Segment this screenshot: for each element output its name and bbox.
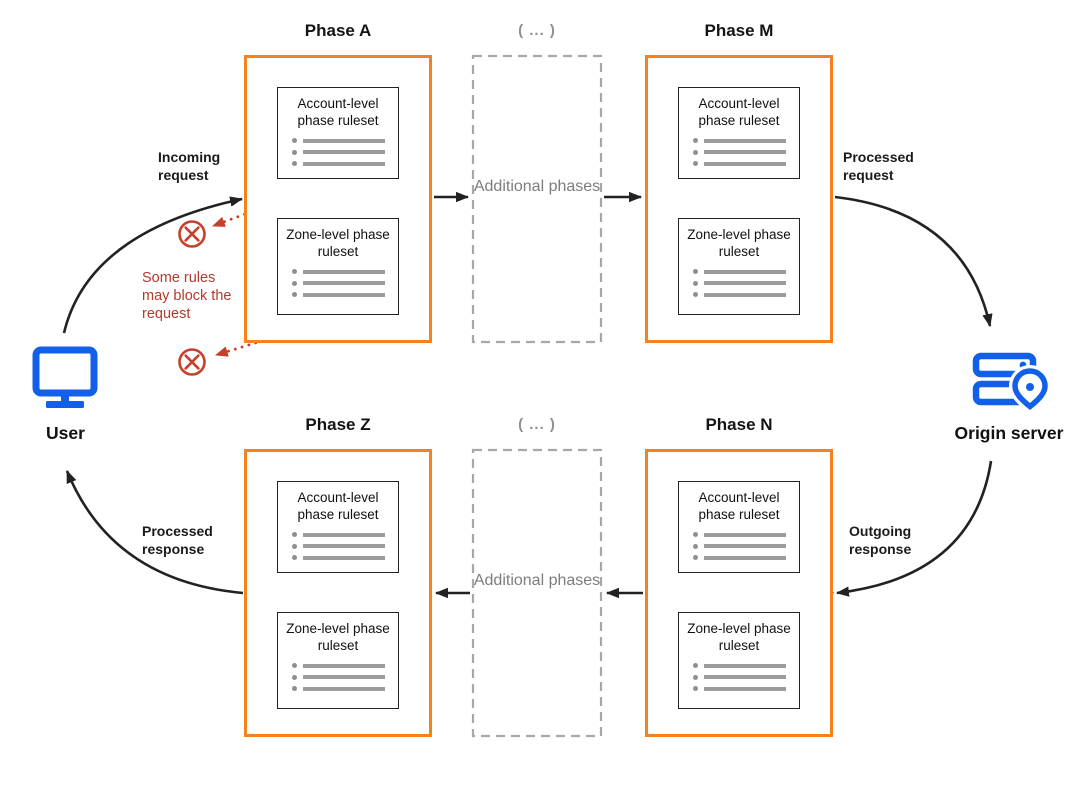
rule-row — [693, 686, 786, 691]
bullet-dot — [292, 663, 297, 668]
rule-line — [303, 270, 385, 274]
rule-line — [704, 162, 786, 166]
ruleset-box-zone-n — [678, 612, 800, 709]
rule-row — [292, 544, 385, 549]
bullet-dot — [693, 138, 698, 143]
rule-line — [303, 556, 385, 560]
bullet-dot — [693, 675, 698, 680]
outgoing-response-label: Outgoing response — [849, 523, 912, 557]
rule-row — [292, 532, 385, 537]
ruleset-title: Account-level phase ruleset — [698, 96, 780, 128]
bullet-dot — [693, 544, 698, 549]
rule-row — [693, 544, 786, 549]
rule-line — [704, 533, 786, 537]
rule-line — [704, 270, 786, 274]
ruleset-title: Account-level phase ruleset — [297, 490, 379, 522]
ruleset-box-zone-a — [277, 218, 399, 315]
ruleset-title: Account-level phase ruleset — [698, 490, 780, 522]
ellipsis-label-bottom: ( ... ) — [518, 416, 556, 433]
ruleset-box-account-n — [678, 481, 800, 573]
ruleset-box-account-a — [277, 87, 399, 179]
processed-response-label: Processed response — [142, 523, 213, 557]
rule-row — [693, 675, 786, 680]
incoming-request-label: Incoming request — [158, 149, 221, 183]
monitor-icon — [32, 346, 98, 410]
bullet-dot — [292, 269, 297, 274]
phase-title-m: Phase M — [704, 21, 774, 40]
bullet-dot — [292, 686, 297, 691]
rule-row — [693, 292, 786, 297]
rule-line — [704, 544, 786, 548]
rule-list — [292, 532, 385, 560]
rule-line — [303, 544, 385, 548]
rule-list — [292, 663, 385, 691]
bullet-dot — [292, 532, 297, 537]
rule-row — [693, 161, 786, 166]
ruleset-title: Zone-level phase ruleset — [687, 621, 791, 653]
bullet-dot — [292, 555, 297, 560]
rule-row — [292, 555, 385, 560]
bullet-dot — [693, 686, 698, 691]
rule-line — [303, 150, 385, 154]
rule-row — [292, 138, 385, 143]
rule-row — [693, 138, 786, 143]
ruleset-title: Account-level phase ruleset — [297, 96, 379, 128]
rule-row — [693, 269, 786, 274]
block-x-icon-bottom — [180, 350, 205, 375]
rule-line — [303, 687, 385, 691]
rule-row — [292, 292, 385, 297]
rule-list — [693, 532, 786, 560]
rule-list — [693, 138, 786, 166]
bullet-dot — [292, 281, 297, 286]
processed-request-arrow — [835, 197, 990, 326]
rule-row — [693, 281, 786, 286]
bullet-dot — [292, 292, 297, 297]
rule-line — [704, 687, 786, 691]
rule-row — [292, 281, 385, 286]
bullet-dot — [292, 150, 297, 155]
rule-line — [704, 664, 786, 668]
ruleset-box-account-z — [277, 481, 399, 573]
ruleset-box-zone-m — [678, 218, 800, 315]
rule-line — [303, 293, 385, 297]
block-x-icon-top — [180, 222, 205, 247]
additional-phases-box-top — [473, 56, 601, 342]
ruleset-title: Zone-level phase ruleset — [286, 227, 390, 259]
rule-row — [292, 161, 385, 166]
ellipsis-label-top: ( ... ) — [518, 22, 556, 39]
block-note: Some rules may block the request — [142, 270, 232, 322]
rule-row — [693, 555, 786, 560]
bullet-dot — [693, 555, 698, 560]
rule-line — [303, 533, 385, 537]
ruleset-box-zone-z — [277, 612, 399, 709]
rule-row — [693, 532, 786, 537]
rule-row — [292, 663, 385, 668]
ruleset-title: Zone-level phase ruleset — [286, 621, 390, 653]
bullet-dot — [693, 663, 698, 668]
server-pin-icon — [972, 352, 1054, 412]
additional-phases-label-top: Additional phases — [473, 178, 601, 195]
rule-row — [693, 150, 786, 155]
bullet-dot — [693, 150, 698, 155]
phase-title-a: Phase A — [304, 21, 372, 40]
rule-line — [704, 293, 786, 297]
bullet-dot — [292, 138, 297, 143]
bullet-dot — [292, 161, 297, 166]
origin-server-label: Origin server — [954, 423, 1064, 443]
rule-row — [693, 663, 786, 668]
bullet-dot — [292, 544, 297, 549]
rule-line — [303, 675, 385, 679]
phase-title-n: Phase N — [705, 415, 773, 434]
rule-line — [704, 556, 786, 560]
bullet-dot — [292, 675, 297, 680]
user-label: User — [46, 423, 85, 443]
rule-line — [704, 281, 786, 285]
bullet-dot — [693, 281, 698, 286]
rule-list — [292, 269, 385, 297]
rule-list — [693, 269, 786, 297]
bullet-dot — [693, 292, 698, 297]
bullet-dot — [693, 161, 698, 166]
ruleset-box-account-m — [678, 87, 800, 179]
additional-phases-label-bottom: Additional phases — [473, 572, 601, 589]
rule-row — [292, 686, 385, 691]
rule-row — [292, 675, 385, 680]
rule-line — [704, 675, 786, 679]
phase-title-z: Phase Z — [305, 415, 371, 434]
bullet-dot — [693, 269, 698, 274]
rule-line — [303, 281, 385, 285]
additional-phases-box-bottom — [473, 450, 601, 736]
processed-request-label: Processed request — [843, 149, 914, 183]
rule-list — [292, 138, 385, 166]
rule-line — [303, 162, 385, 166]
rule-line — [704, 150, 786, 154]
rule-line — [704, 139, 786, 143]
bullet-dot — [693, 532, 698, 537]
rule-row — [292, 269, 385, 274]
rule-row — [292, 150, 385, 155]
rule-list — [693, 663, 786, 691]
ruleset-title: Zone-level phase ruleset — [687, 227, 791, 259]
rule-line — [303, 664, 385, 668]
rule-line — [303, 139, 385, 143]
